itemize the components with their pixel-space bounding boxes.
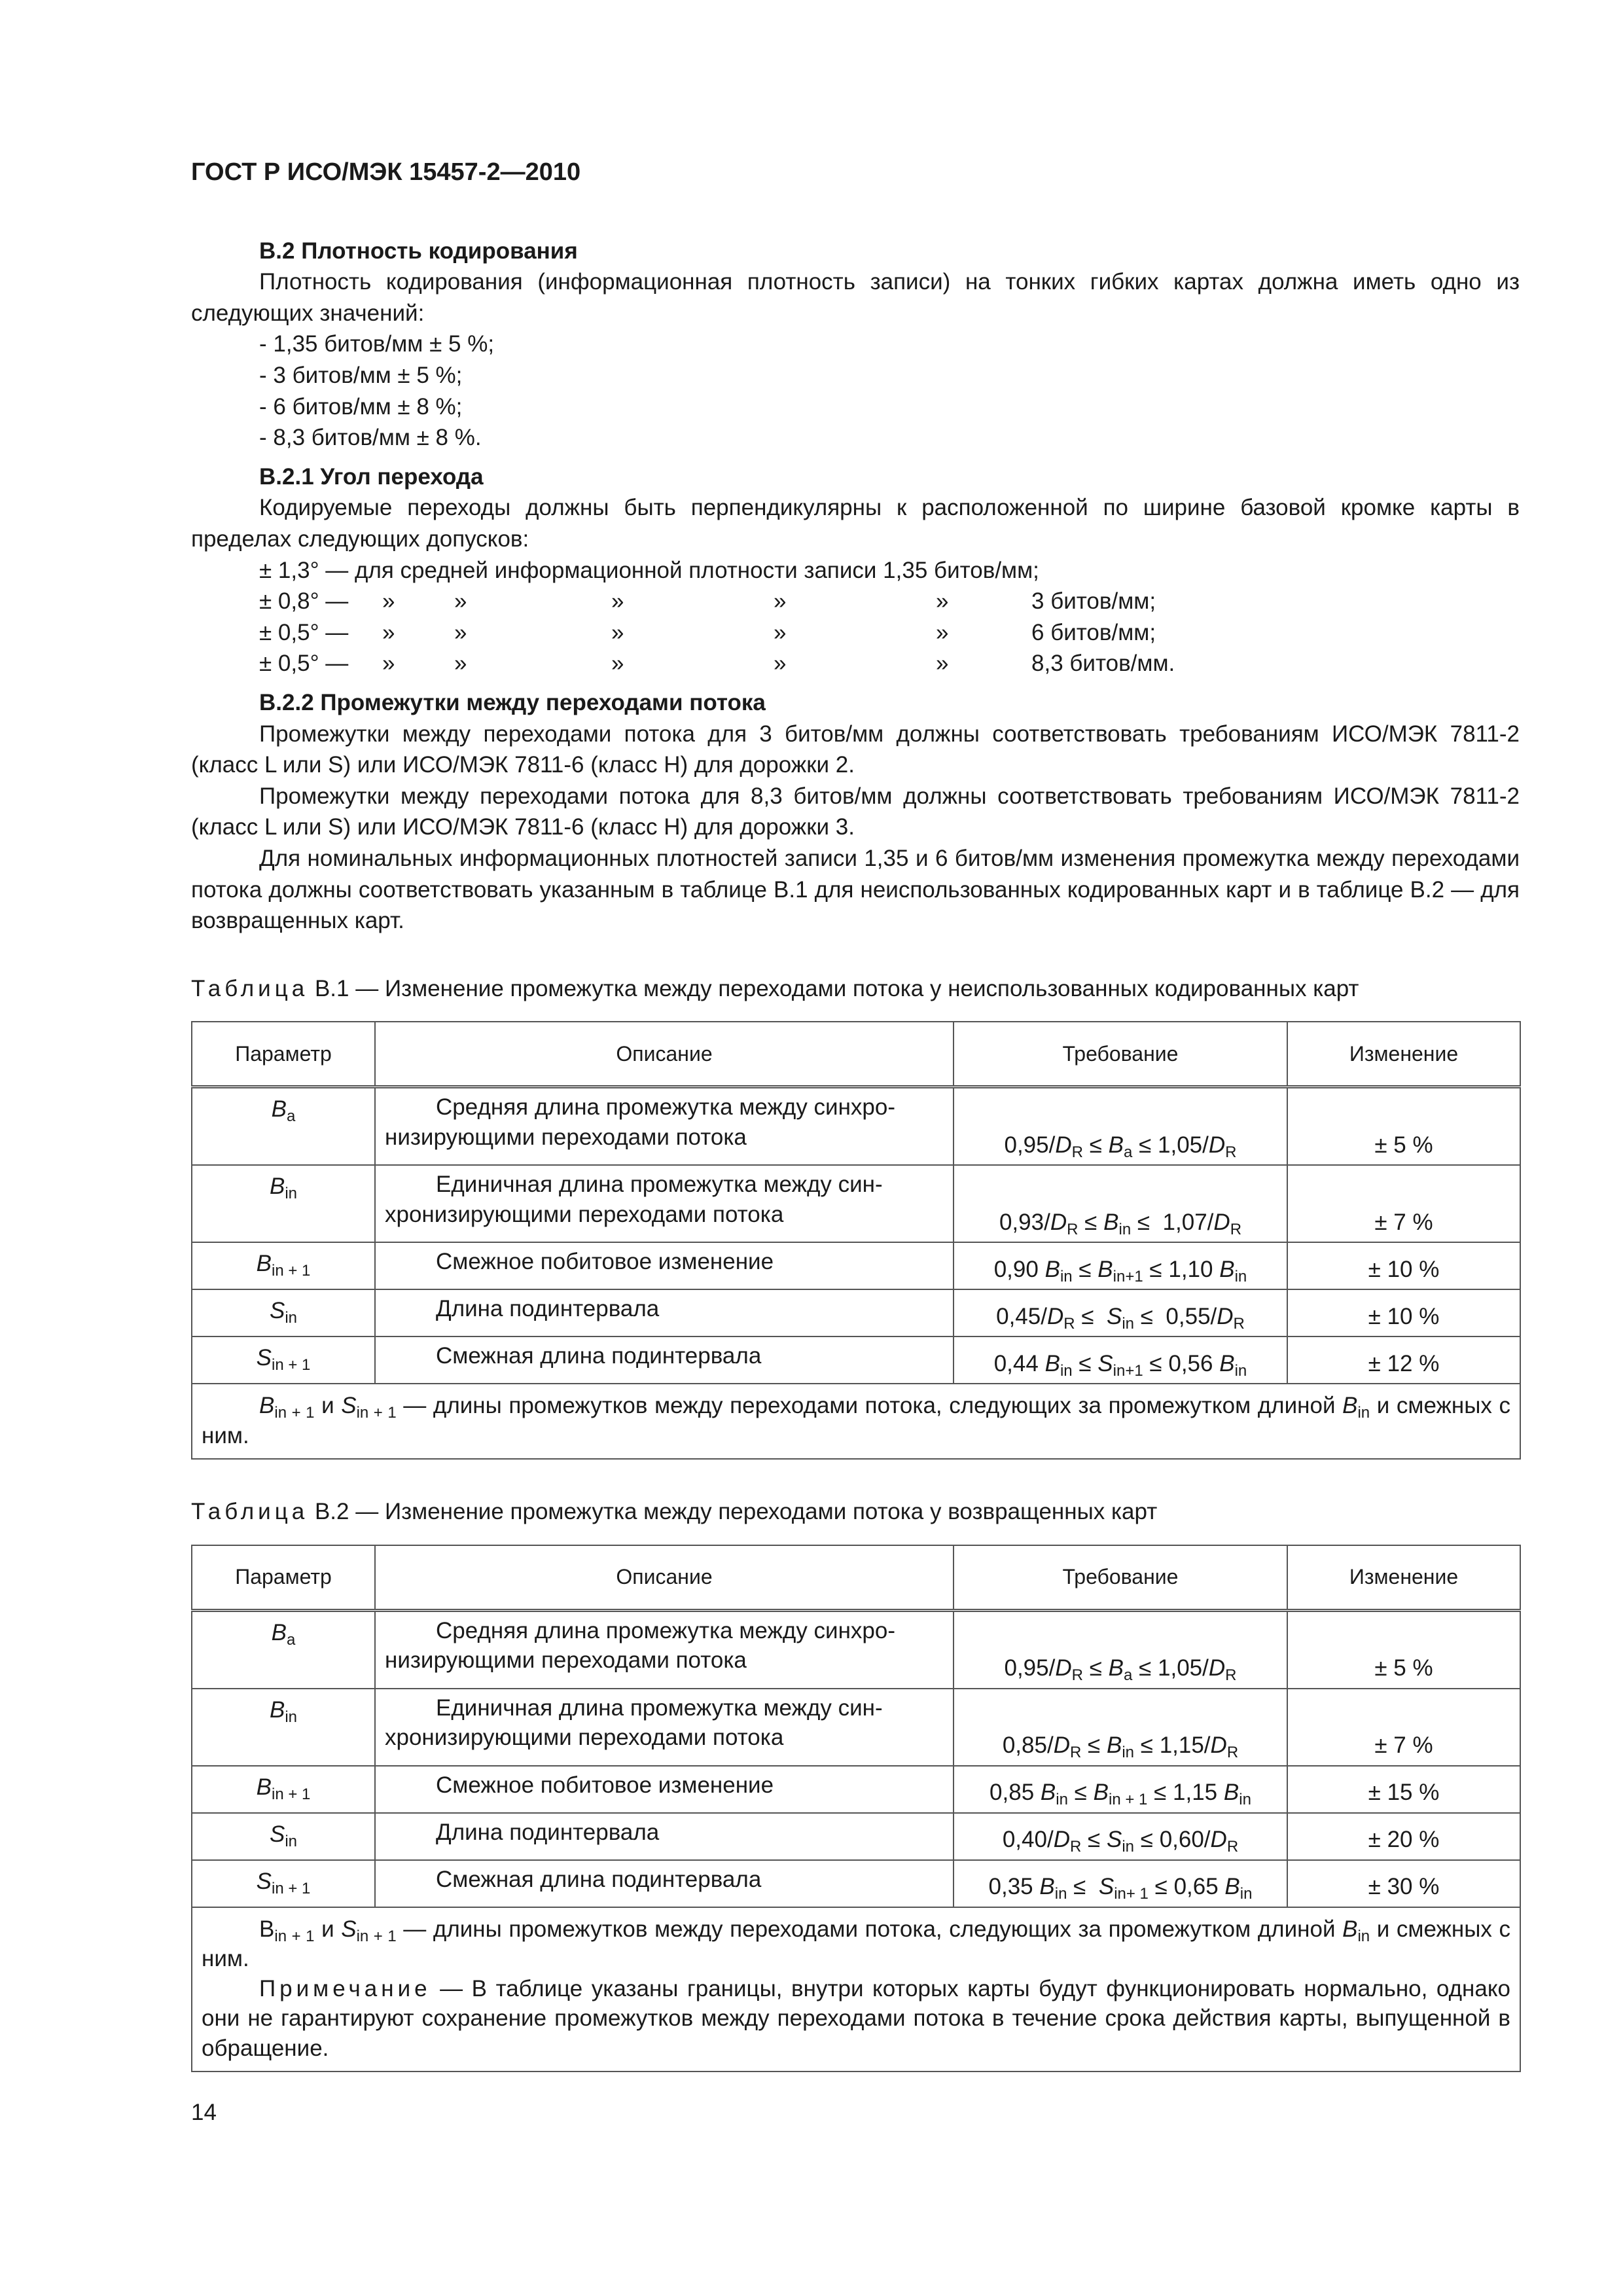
column-header: Требование: [954, 1022, 1287, 1087]
ditto-mark: »: [382, 619, 395, 645]
ditto-mark: »: [774, 651, 787, 677]
param-cell: $B_a$: [192, 1087, 375, 1166]
table-note: $B_{in + 1}$ и $S_{in + 1}$ — длины промежутков между переходами потока, следующих за промежутком длиной $B_{in}$ и смежных с ним.: [192, 1384, 1520, 1459]
change-cell: ± 5 %: [1287, 1610, 1520, 1689]
tolerance-value: 6 битов/мм;: [1031, 619, 1156, 645]
column-header: Изменение: [1287, 1022, 1520, 1087]
requirement-cell: $0,93/D_R \le B_{in} \le 1,07/D_R$: [954, 1165, 1287, 1242]
change-cell: ± 12 %: [1287, 1336, 1520, 1384]
requirement-cell: 0,90 $B_{in} \le B_{in+1} \le 1,10$ $B_{in}$: [954, 1242, 1287, 1289]
list-item: - 3 битов/мм ± 5 %;: [259, 363, 463, 389]
change-cell: ± 30 %: [1287, 1860, 1520, 1907]
description-cell: Единичная длина промежутка между син- хронизирующими переходами потока: [375, 1689, 954, 1766]
table-row: [192, 1610, 1520, 1689]
table-row: [192, 1289, 1520, 1336]
column-header: Параметр: [192, 1022, 375, 1087]
table2: [191, 1545, 1521, 2073]
column-header: Требование: [954, 1545, 1287, 1611]
change-cell: ± 15 %: [1287, 1766, 1520, 1813]
requirement-cell: 0,35 $B_{in} \le S_{in+ 1} \le 0,65$ $B_{in}$: [954, 1860, 1287, 1907]
table-row: [192, 1087, 1520, 1166]
param-cell: $B_{in + 1}$: [192, 1242, 375, 1289]
requirement-cell: $0,45/D_R \le S_{in} \le 0,55/D_R$: [954, 1289, 1287, 1336]
table-header-row: [192, 1545, 1520, 1611]
requirement-cell: 0,44 $B_{in} \le S_{in+1} \le 0,56$ $B_{in}$: [954, 1336, 1287, 1384]
tolerance-list: [191, 555, 1520, 679]
table1: [191, 1021, 1521, 1460]
param-cell: $S_{in + 1}$: [192, 1860, 375, 1907]
requirement-cell: 0,85 $B_{in} \le B_{in + 1} \le 1,15$ $B_{in}$: [954, 1766, 1287, 1813]
page-number: 14: [191, 2100, 217, 2125]
document-header: ГОСТ Р ИСО/МЭК 15457-2—2010: [191, 158, 581, 186]
section-b22-heading: В.2.2 Промежутки между переходами потока: [259, 689, 766, 715]
tolerance-angle: ± 0,5° —: [259, 619, 349, 645]
column-header: Изменение: [1287, 1545, 1520, 1611]
param-cell: $B_a$: [192, 1610, 375, 1689]
table-row: [192, 1813, 1520, 1860]
section-b2-intro: Плотность кодирования (информационная плотность записи) на тонких гибких картах должна иметь одно из следующих значений:: [191, 269, 1520, 326]
requirement-cell: $0,85/D_R \le B_{in} \le 1,15/D_R$: [954, 1689, 1287, 1766]
table-row: [192, 1860, 1520, 1907]
column-header: Параметр: [192, 1545, 375, 1611]
ditto-mark: »: [611, 651, 624, 677]
ditto-mark: »: [382, 651, 395, 677]
column-header: Описание: [375, 1545, 954, 1611]
requirement-cell: $0,95/D_R \le B_a \le 1,05/D_R$: [954, 1087, 1287, 1166]
list-item: - 6 битов/мм ± 8 %;: [259, 393, 463, 420]
change-cell: ± 10 %: [1287, 1242, 1520, 1289]
param-cell: $B_{in + 1}$: [192, 1766, 375, 1813]
ditto-mark: »: [454, 619, 467, 645]
remark-word: Примечание: [259, 1975, 431, 2001]
ditto-mark: »: [774, 588, 787, 615]
document-page: [191, 156, 1520, 2072]
table1-caption-word: Таблица: [191, 975, 309, 1001]
tolerance-angle: ± 0,5° —: [259, 651, 349, 677]
description-cell: Средняя длина промежутка между синхро- низирующими переходами потока: [375, 1610, 954, 1689]
tolerance-row: [259, 617, 1520, 649]
description-cell: Единичная длина промежутка между син- хронизирующими переходами потока: [375, 1165, 954, 1242]
change-cell: ± 10 %: [1287, 1289, 1520, 1336]
change-cell: ± 7 %: [1287, 1165, 1520, 1242]
table-note: $B_{in + 1}$ и $S_{in + 1}$ — длины промежутков между переходами потока, следующих за промежутком длиной $B_{in}$ и смежных с ним. Примечание — В таблице указаны границы, внутри которых карты будут функционировать нормально, однако они не гарантируют сохранение промежутков между переходами потока в течение срока действия карты, выпущенной в обращение.: [192, 1907, 1520, 2072]
section-b21-intro: Кодируемые переходы должны быть перпендикулярны к расположенной по ширине базовой кромке карты в пределах следующих допусков:: [191, 495, 1520, 552]
table-note-row: [192, 1384, 1520, 1459]
section-b21-heading: В.2.1 Угол перехода: [259, 463, 484, 490]
tolerance-row: [259, 586, 1520, 617]
ditto-mark: »: [382, 588, 395, 615]
param-cell: $S_{in}$: [192, 1289, 375, 1336]
param-cell: $S_{in}$: [192, 1813, 375, 1860]
section-b22-paragraph: Промежутки между переходами потока для 8,3 битов/мм должны соответствовать требованиям ИСО/МЭК 7811-2 (класс L или S) или ИСО/МЭК 7811-6 (класс Н) для дорожки 3.: [191, 783, 1520, 840]
ditto-mark: »: [936, 588, 949, 615]
table1-caption-text: В.1 — Изменение промежутка между переходами потока у неиспользованных кодированных карт: [308, 975, 1359, 1001]
tolerance-angle: ± 0,8° —: [259, 588, 349, 615]
description-cell: Смежное побитовое изменение: [375, 1242, 954, 1289]
ditto-mark: »: [774, 619, 787, 645]
description-cell: Средняя длина промежутка между синхро- низирующими переходами потока: [375, 1087, 954, 1166]
ditto-mark: »: [936, 619, 949, 645]
ditto-mark: »: [936, 651, 949, 677]
table1-caption: [191, 973, 1520, 1005]
change-cell: ± 5 %: [1287, 1087, 1520, 1166]
table-row: [192, 1242, 1520, 1289]
section-b22-paragraph: Промежутки между переходами потока для 3 битов/мм должны соответствовать требованиям ИСО/МЭК 7811-2 (класс L или S) или ИСО/МЭК 7811-6 (класс Н) для дорожки 2.: [191, 721, 1520, 778]
section-b22-paragraph: Для номинальных информационных плотностей записи 1,35 и 6 битов/мм изменения промежутка между переходами потока должны соответствовать указанным в таблице В.1 для неиспользованных кодированных карт и в таблице В.2 — для возвращенных карт.: [191, 845, 1520, 934]
list-item: - 1,35 битов/мм ± 5 %;: [259, 331, 495, 357]
tolerance-value: 3 битов/мм;: [1031, 588, 1156, 615]
table2-caption-word: Таблица: [191, 1499, 309, 1525]
table-row: [192, 1165, 1520, 1242]
change-cell: ± 7 %: [1287, 1689, 1520, 1766]
table-header-row: [192, 1022, 1520, 1087]
table2-caption: [191, 1496, 1520, 1528]
description-cell: Длина подинтервала: [375, 1813, 954, 1860]
ditto-mark: »: [454, 651, 467, 677]
table-remark: [202, 1974, 1510, 2064]
tolerance-row: [259, 648, 1520, 679]
table-row: [192, 1766, 1520, 1813]
description-cell: Длина подинтервала: [375, 1289, 954, 1336]
description-cell: Смежная длина подинтервала: [375, 1336, 954, 1384]
table-note-row: [192, 1907, 1520, 2072]
change-cell: ± 20 %: [1287, 1813, 1520, 1860]
description-cell: Смежное побитовое изменение: [375, 1766, 954, 1813]
ditto-mark: »: [611, 588, 624, 615]
section-b2-heading: В.2 Плотность кодирования: [259, 238, 578, 264]
ditto-mark: »: [454, 588, 467, 615]
table-row: [192, 1689, 1520, 1766]
list-item: - 8,3 битов/мм ± 8 %.: [259, 425, 482, 451]
tolerance-value: 8,3 битов/мм.: [1031, 651, 1175, 677]
density-list: [191, 329, 1520, 453]
requirement-cell: $0,40/D_R \le S_{in} \le 0,60/D_R$: [954, 1813, 1287, 1860]
param-cell: $B_{in}$: [192, 1689, 375, 1766]
table2-caption-text: В.2 — Изменение промежутка между переходами потока у возвращенных карт: [308, 1499, 1158, 1525]
remark-text: — В таблице указаны границы, внутри которых карты будут функционировать нормально, однако они не гарантируют сохранение промежутков между переходами потока в течение срока действия карты, выпущенной в обращение.: [202, 1975, 1510, 2061]
tolerance-row: ± 1,3° — для средней информационной плотности записи 1,35 битов/мм;: [259, 557, 1039, 583]
table-row: [192, 1336, 1520, 1384]
param-cell: $S_{in + 1}$: [192, 1336, 375, 1384]
ditto-mark: »: [611, 619, 624, 645]
param-cell: $B_{in}$: [192, 1165, 375, 1242]
column-header: Описание: [375, 1022, 954, 1087]
description-cell: Смежная длина подинтервала: [375, 1860, 954, 1907]
requirement-cell: $0,95/D_R \le B_a \le 1,05/D_R$: [954, 1610, 1287, 1689]
